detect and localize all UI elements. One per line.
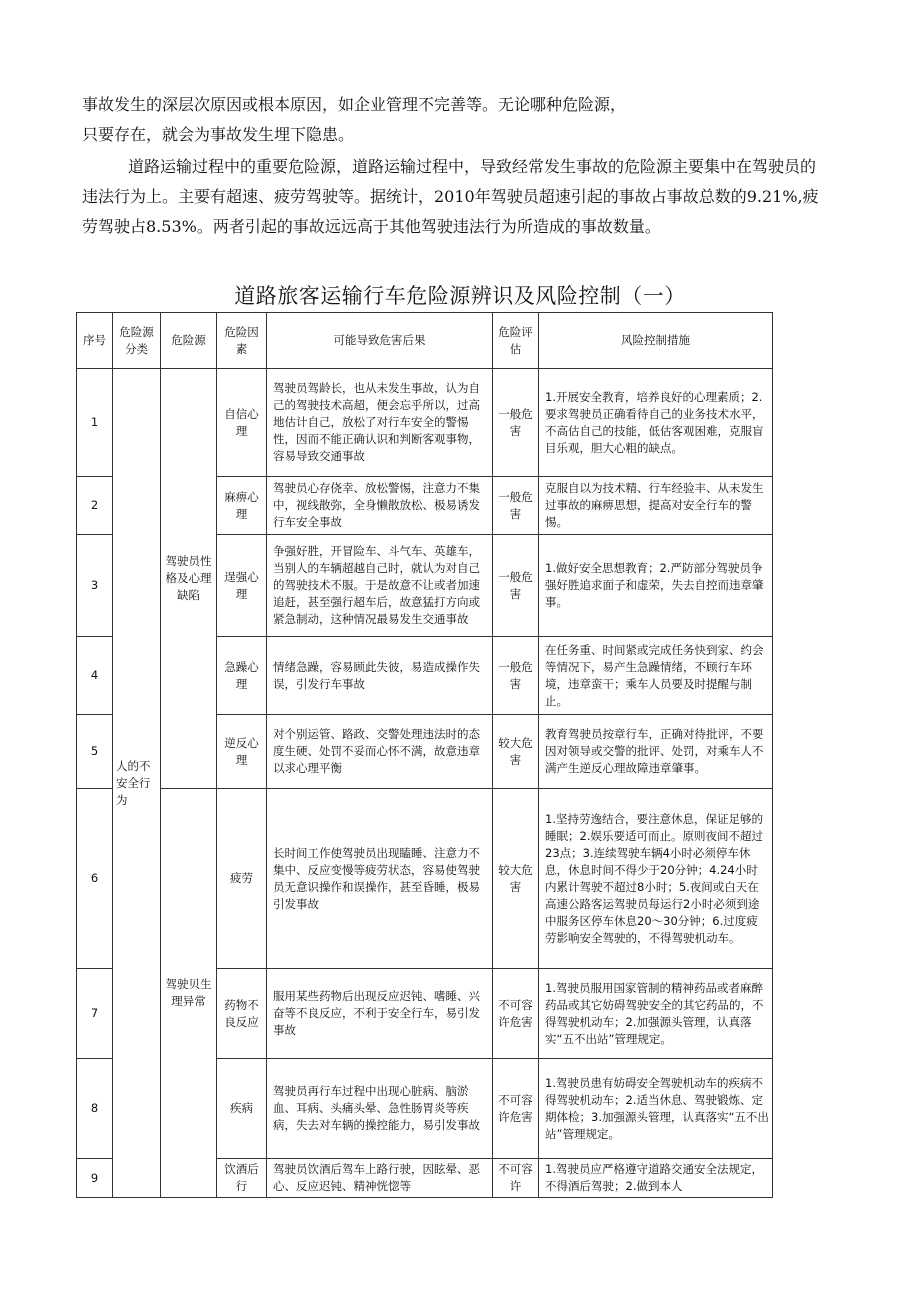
intro-p1-line1: 事故发生的深层次原因或根本原因，如企业管理不完善等。无论哪种危险源，	[82, 95, 627, 114]
row-measures: 1.开展安全教育，培养良好的心理素质；2.要求驾驶员正确看待自己的业务技术水平，不高估自己的技能，低估客观困难，克服盲目乐观，胆大心粗的缺点。	[539, 369, 773, 477]
row-measures: 1.坚持劳逸结合，要注意休息，保证足够的睡眠；2.娱乐要适可而止。原则夜间不超过23点；3.连续驾驶车辆4小时必须停车休息，休息时间不得少于20分钟；4.24小时内累计驾驶不超过8小时；5.夜间或白天在高速公路客运驾驶员每运行2小时必须到途中服务区停车休息20〜30分钟；6.过度疲劳影响安全驾驶的，不得驾驶机动车。	[539, 789, 773, 969]
intro-paragraph-1	[82, 90, 827, 150]
row-factor: 急躁心理	[217, 637, 267, 715]
row-factor: 麻痹心理	[217, 477, 267, 535]
row-factor: 饮酒后行	[217, 1159, 267, 1198]
row-no: 3	[77, 535, 113, 637]
row-measures: 1.驾驶员患有妨碍安全驾驶机动车的疾病不得驾驶机动车；2.适当休息、驾驶锻炼、定期体检；3.加强源头管理，认真落实“五不出站”管理规定。	[539, 1059, 773, 1159]
row-factor: 疲劳	[217, 789, 267, 969]
row-factor: 逆反心理	[217, 715, 267, 789]
header-risk: 危险评估	[493, 313, 539, 369]
table-row	[77, 369, 773, 477]
row-no: 2	[77, 477, 113, 535]
source-group-2: 驾驶贝生理异常	[161, 789, 217, 1198]
row-risk: 较大危害	[493, 715, 539, 789]
row-no: 4	[77, 637, 113, 715]
row-risk: 一般危害	[493, 637, 539, 715]
row-consequence: 驾驶员驾龄长，也从未发生事故，认为自己的驾驶技术高超，便会忘乎所以，过高地估计自己，放松了对行车安全的警惕性，因而不能正确认识和判断客观事物，容易导致交通事故	[267, 369, 493, 477]
table-row	[77, 789, 773, 969]
row-risk: 不可容许危害	[493, 1059, 539, 1159]
row-measures: 1.驾驶员应严格遵守道路交通安全法规定，不得酒后驾驶；2.做到本人	[539, 1159, 773, 1198]
row-no: 7	[77, 969, 113, 1059]
row-no: 9	[77, 1159, 113, 1198]
header-category: 危险源分类	[113, 313, 161, 369]
row-no: 5	[77, 715, 113, 789]
row-risk: 不可容许危害	[493, 969, 539, 1059]
header-no: 序号	[77, 313, 113, 369]
row-risk: 一般危害	[493, 477, 539, 535]
table-title: 道路旅客运输行车危险源辨识及风险控制（一）	[234, 284, 686, 308]
header-source: 危险源	[161, 313, 217, 369]
header-consequence: 可能导致危害后果	[267, 313, 493, 369]
intro-p1-line2: 只要存在，就会为事故发生埋下隐患。	[82, 125, 355, 144]
row-measures: 克服自以为技术精、行车经验丰、从未发生过事故的麻痹思想，提高对安全行车的警惕。	[539, 477, 773, 535]
row-consequence: 驾驶员心存侥幸、放松警惕，注意力不集中，视线散弥，全身懒散放松、极易诱发行车安全事故	[267, 477, 493, 535]
row-factor: 自信心理	[217, 369, 267, 477]
row-measures: 在任务重、时间紧或完成任务快到家、约会等情况下，易产生急躁情绪，不顾行车环境，违章蛮干；乘车人员要及时提醒与制止。	[539, 637, 773, 715]
source-group-1: 驾驶员性格及心理缺陷	[161, 369, 217, 789]
header-row	[77, 313, 773, 369]
row-consequence: 驾驶员饮酒后驾车上路行驶，因眩晕、恶心、反应迟钝、精神恍惚等	[267, 1159, 493, 1198]
row-risk: 较大危害	[493, 789, 539, 969]
row-risk: 一般危害	[493, 369, 539, 477]
row-no: 1	[77, 369, 113, 477]
row-no: 8	[77, 1059, 113, 1159]
category-cell: 人的不安全行为	[113, 369, 161, 1198]
row-factor: 疾病	[217, 1059, 267, 1159]
row-factor: 药物不良反应	[217, 969, 267, 1059]
intro-paragraph-2: 道路运输过程中的重要危险源，道路运输过程中，导致经常发生事故的危险源主要集中在驾驶员的违法行为上。主要有超速、疲劳驾驶等。据统计，2010年驾驶员超速引起的事故占事故总数的9.21%,疲劳驾驶占8.53%。两者引起的事故远远高于其他驾驶违法行为所造成的事故数量。	[82, 157, 819, 236]
row-measures: 教育驾驶员按章行车，正确对待批评，不要因对领导或交警的批评、处罚，对乘车人不满产生逆反心理故障违章肇事。	[539, 715, 773, 789]
row-measures: 1.驾驶员服用国家管制的精神药品或者麻醉药品或其它妨碍驾驶安全的其它药品的，不得驾驶机动车；2.加强源头管理，认真落实“五不出站”管理规定。	[539, 969, 773, 1059]
row-risk: 不可容许	[493, 1159, 539, 1198]
header-measures: 风险控制措施	[539, 313, 773, 369]
header-factor: 危险因素	[217, 313, 267, 369]
row-consequence: 长时间工作使驾驶员出现瞌睡、注意力不集中、反应变慢等疲劳状态，容易使驾驶员无意识操作和误操作，甚至昏睡，极易引发事故	[267, 789, 493, 969]
row-consequence: 情绪急躁，容易顾此失彼，易造成操作失误，引发行车事故	[267, 637, 493, 715]
row-consequence: 服用某些药物后出现反应迟钝、嗜睡、兴奋等不良反应，不利于安全行车，易引发事故	[267, 969, 493, 1059]
row-consequence: 对个别运管、路政、交警处理违法时的态度生硬、处罚不妥而心怀不满，故意违章以求心理平衡	[267, 715, 493, 789]
row-factor: 逞强心理	[217, 535, 267, 637]
row-consequence: 驾驶员再行车过程中出现心脏病、脑淤血、耳病、头痛头晕、急性肠胃炎等疾病，失去对车辆的操控能力，易引发事故	[267, 1059, 493, 1159]
row-no: 6	[77, 789, 113, 969]
row-risk: 一般危害	[493, 535, 539, 637]
hazard-table	[76, 312, 773, 1198]
row-consequence: 争强好胜，开冒险车、斗气车、英雄车，当别人的车辆超越自己时，就认为对自己的驾驶技术不服。于是故意不让或者加速追赶，甚至强行超车后，故意猛打方向或紧急制动，这种情况最易发生交通事故	[267, 535, 493, 637]
row-measures: 1.做好安全思想教育；2.严防部分驾驶员争强好胜追求面子和虚荣，失去自控而违章肇事。	[539, 535, 773, 637]
